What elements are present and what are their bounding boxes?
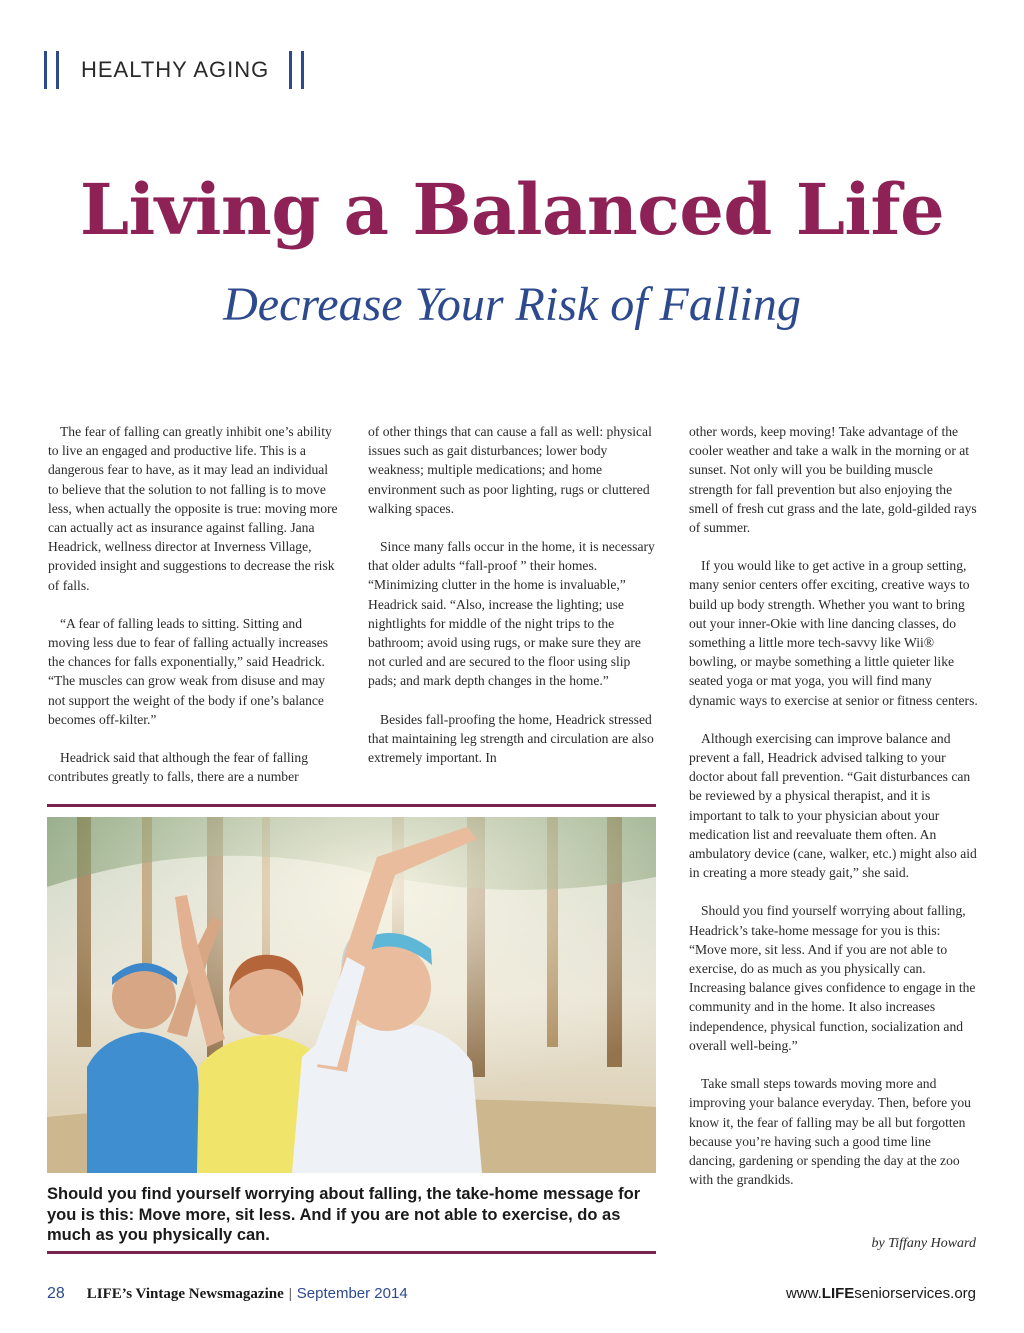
bar-divider (289, 51, 292, 89)
article-title: Living a Balanced Life (79, 168, 945, 251)
page-number: 28 (47, 1285, 65, 1302)
article-subtitle: Decrease Your Risk of Falling (223, 278, 801, 331)
article-column-3 (689, 422, 979, 1208)
article-column-2 (368, 422, 658, 786)
footer-separator: | (288, 1286, 292, 1302)
photo-rule-bottom (47, 1251, 656, 1254)
bar-divider (301, 51, 304, 89)
section-bars-left (44, 51, 59, 89)
section-tag (44, 50, 304, 90)
article-paragraph: other words, keep moving! Take advantage of the cooler weather and take a walk in the morning or at sunset. Not only will you be building muscle strength for fall prevention but also enjoying the smell of fresh cut grass and the late, gold-gilded rays of summer. (689, 424, 977, 536)
bar-divider (56, 51, 59, 89)
photo-caption: Should you find yourself worrying about falling, the take-home message for you is this: Move more, sit less. And if you are not able to exercise, do as much as you physically can. (47, 1185, 641, 1244)
article-paragraph: of other things that can cause a fall as well: physical issues such as gait disturbances; lower body weakness; multiple medications; and home environment such as poor lighting, rugs or cluttered walking spaces. (368, 424, 652, 516)
article-photo (47, 817, 656, 1173)
section-label: HEALTHY AGING (81, 57, 270, 82)
website-prefix: www. (785, 1285, 822, 1302)
publication-date: September 2014 (296, 1285, 408, 1302)
article-column-1 (48, 422, 338, 805)
article-paragraph: The fear of falling can greatly inhibit one’s ability to live an engaged and productive life. This is a dangerous fear to have, as it may lead an individual to believe that the solution to not falling is to move less, when actually the opposite is true: moving more can actually act as insurance against falling. Jana Headrick, wellness director at Inverness Village, provided insight and suggestions to decrease the risk of falls. (48, 424, 338, 593)
website-brand: LIFE (821, 1285, 855, 1302)
website-suffix: seniorservices.org (854, 1285, 976, 1302)
article-paragraph: Should you find yourself worrying about falling, Headrick’s take-home message for you is this: “Move more, sit less. And if you are not able to exercise, do as much as you physically can. Increasing balance gives confidence to engage in the community and in the home. It also increases independence, physical function, socialization and overall well-being.” (689, 903, 976, 1053)
photo-exercising-women (47, 817, 656, 1173)
article-paragraph: Although exercising can improve balance and prevent a fall, Headrick advised talking to your doctor about fall prevention. “Gait disturbances can be reviewed by a physical therapist, and it is important to talk to your physician about your medication list and reevaluate them often. An ambulatory device (cane, walker, etc.) might also aid in creating a more steady gait,” she said. (689, 730, 977, 881)
publication-name: LIFE’s Vintage Newsmagazine (86, 1286, 284, 1302)
footer (47, 1285, 408, 1303)
article-paragraph: If you would like to get active in a group setting, many senior centers offer exciting, creative ways to build up body strength. Whether you want to bring out your inner-Okie with line dancing classes, do something a little more tech-savvy like Wii® bowling, or maybe something a little quieter like seated yoga or mat yoga, you will find many dynamic ways to exercise at senior or fitness centers. (689, 558, 978, 708)
article-paragraph: Headrick said that although the fear of falling contributes greatly to falls, there are a number (48, 750, 308, 785)
article-paragraph: Since many falls occur in the home, it is necessary that older adults “fall-proof ” their homes. “Minimizing clutter in the home is invaluable,” Headrick said. “Also, increase the lighting; use nightlights for middle of the night trips to the bathroom; avoid using rugs, or make sure they are not curled and are secured to the floor using slip pads; and mark depth changes in the home.” (368, 539, 655, 689)
section-bars-right (289, 51, 304, 89)
article-paragraph: “A fear of falling leads to sitting. Sitting and moving less due to fear of falling actually increases the chances for falls exponentially,” said Headrick. “The muscles can grow weak from disuse and may not support the weight of the body if one’s balance becomes off-kilter.” (48, 615, 329, 727)
article-paragraph: Besides fall-proofing the home, Headrick stressed that maintaining leg strength and circulation are also extremely important. In (368, 711, 654, 766)
website-link[interactable] (786, 1285, 976, 1302)
photo-rule-top (47, 804, 656, 807)
byline: by Tiffany Howard (871, 1236, 976, 1251)
article-paragraph: Take small steps towards moving more and improving your balance everyday. Then, before you know it, the fear of falling may be all but forgotten because you’re having such a good time line dancing, gardening or spending the day at the zoo with the grandkids. (689, 1076, 971, 1188)
bar-divider (44, 51, 47, 89)
